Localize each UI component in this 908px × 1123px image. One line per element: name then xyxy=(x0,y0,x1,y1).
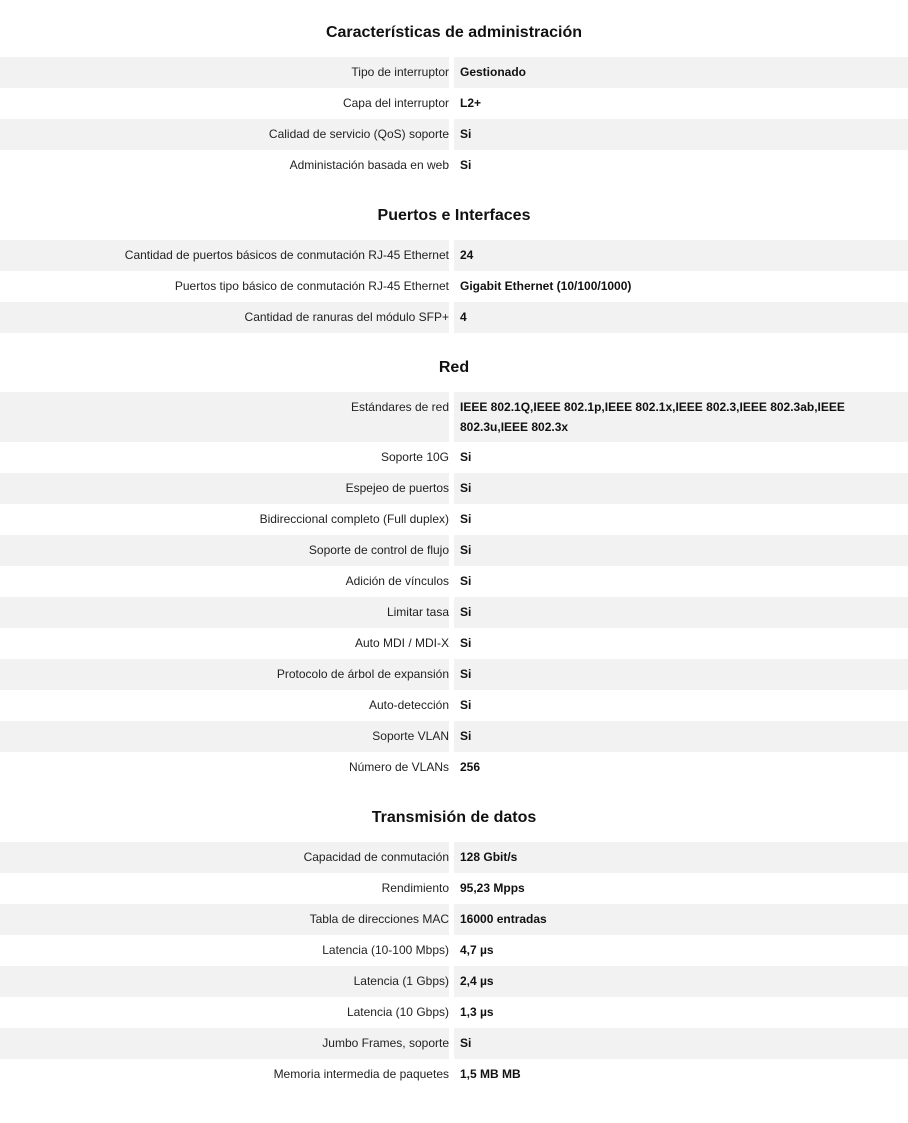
spec-row xyxy=(0,240,908,271)
spec-value: IEEE 802.1Q,IEEE 802.1p,IEEE 802.1x,IEEE 802.3,IEEE 802.3ab,IEEE 802.3u,IEEE 802.3x xyxy=(460,400,845,434)
spec-label: Jumbo Frames, soporte xyxy=(322,1036,449,1050)
section-title: Puertos e Interfaces xyxy=(377,207,531,224)
section-title: Red xyxy=(438,359,470,376)
spec-label: Protocolo de árbol de expansión xyxy=(276,667,449,681)
spec-label: Calidad de servicio (QoS) soporte xyxy=(268,127,449,141)
spec-value: 1,5 MB MB xyxy=(460,1067,521,1081)
spec-row xyxy=(0,57,908,88)
spec-value: Si xyxy=(460,605,472,619)
spec-value: 128 Gbit/s xyxy=(460,850,518,864)
spec-label: Cantidad de puertos básicos de conmutación RJ-45 Ethernet xyxy=(124,248,449,262)
spec-row xyxy=(0,935,908,966)
spec-value: 2,4 µs xyxy=(460,974,494,988)
spec-value: Si xyxy=(460,1036,472,1050)
spec-value: Si xyxy=(460,698,472,712)
spec-row xyxy=(0,302,908,333)
spec-label: Estándares de red xyxy=(350,400,449,414)
spec-value: Gestionado xyxy=(460,65,527,79)
spec-row xyxy=(0,659,908,690)
spec-value: Si xyxy=(460,158,472,172)
spec-row xyxy=(0,997,908,1028)
spec-value: 256 xyxy=(460,760,481,774)
spec-label: Latencia (10-100 Mbps) xyxy=(322,943,449,957)
spec-label: Latencia (10 Gbps) xyxy=(346,1005,449,1019)
spec-label: Adición de vínculos xyxy=(345,574,449,588)
spec-value: 24 xyxy=(460,248,474,262)
spec-value: 16000 entradas xyxy=(460,912,547,926)
spec-row xyxy=(0,1059,908,1090)
spec-value: Si xyxy=(460,729,472,743)
spec-label: Tabla de direcciones MAC xyxy=(309,912,449,926)
spec-value: Si xyxy=(460,512,472,526)
section-title: Transmisión de datos xyxy=(371,809,537,826)
spec-section xyxy=(0,203,908,333)
spec-value: Si xyxy=(460,574,472,588)
section-title: Características de administración xyxy=(325,24,583,41)
spec-row xyxy=(0,535,908,566)
spec-label: Puertos tipo básico de conmutación RJ-45 Ethernet xyxy=(174,279,449,293)
spec-row xyxy=(0,966,908,997)
spec-label: Limitar tasa xyxy=(386,605,449,619)
spec-value: 95,23 Mpps xyxy=(460,881,525,895)
spec-label: Auto MDI / MDI-X xyxy=(354,636,449,650)
spec-row xyxy=(0,873,908,904)
spec-row xyxy=(0,150,908,181)
spec-value: Si xyxy=(460,543,472,557)
spec-label: Soporte VLAN xyxy=(372,729,449,743)
spec-section xyxy=(0,805,908,1090)
spec-value: 4 xyxy=(460,310,467,324)
spec-value: Gigabit Ethernet (10/100/1000) xyxy=(460,279,632,293)
spec-row xyxy=(0,690,908,721)
spec-label: Cantidad de ranuras del módulo SFP+ xyxy=(244,310,449,324)
spec-value: 1,3 µs xyxy=(460,1005,494,1019)
spec-value: L2+ xyxy=(460,96,482,110)
spec-row xyxy=(0,842,908,873)
spec-label: Número de VLANs xyxy=(348,760,449,774)
spec-row xyxy=(0,904,908,935)
spec-label: Latencia (1 Gbps) xyxy=(353,974,449,988)
spec-section xyxy=(0,355,908,783)
spec-row xyxy=(0,271,908,302)
spec-label: Tipo de interruptor xyxy=(351,65,449,79)
spec-row xyxy=(0,721,908,752)
spec-row xyxy=(0,119,908,150)
spec-row xyxy=(0,392,908,442)
spec-label: Espejeo de puertos xyxy=(345,481,449,495)
spec-label: Rendimiento xyxy=(381,881,449,895)
spec-row xyxy=(0,442,908,473)
spec-label: Capa del interruptor xyxy=(342,96,449,110)
spec-label: Memoria intermedia de paquetes xyxy=(273,1067,449,1081)
spec-label: Auto-detección xyxy=(368,698,449,712)
spec-row xyxy=(0,566,908,597)
spec-label: Soporte de control de flujo xyxy=(308,543,449,557)
spec-row xyxy=(0,473,908,504)
spec-section xyxy=(0,20,908,181)
spec-label: Bidireccional completo (Full duplex) xyxy=(259,512,449,526)
spec-label: Soporte 10G xyxy=(380,450,449,464)
spec-row xyxy=(0,752,908,783)
spec-row xyxy=(0,504,908,535)
spec-row xyxy=(0,88,908,119)
spec-label: Capacidad de conmutación xyxy=(303,850,449,864)
spec-value: 4,7 µs xyxy=(460,943,494,957)
spec-value: Si xyxy=(460,481,472,495)
spec-label: Administación basada en web xyxy=(289,158,449,172)
spec-row xyxy=(0,628,908,659)
spec-value: Si xyxy=(460,636,472,650)
spec-value: Si xyxy=(460,667,472,681)
spec-row xyxy=(0,597,908,628)
spec-value: Si xyxy=(460,127,472,141)
spec-value: Si xyxy=(460,450,472,464)
spec-row xyxy=(0,1028,908,1059)
